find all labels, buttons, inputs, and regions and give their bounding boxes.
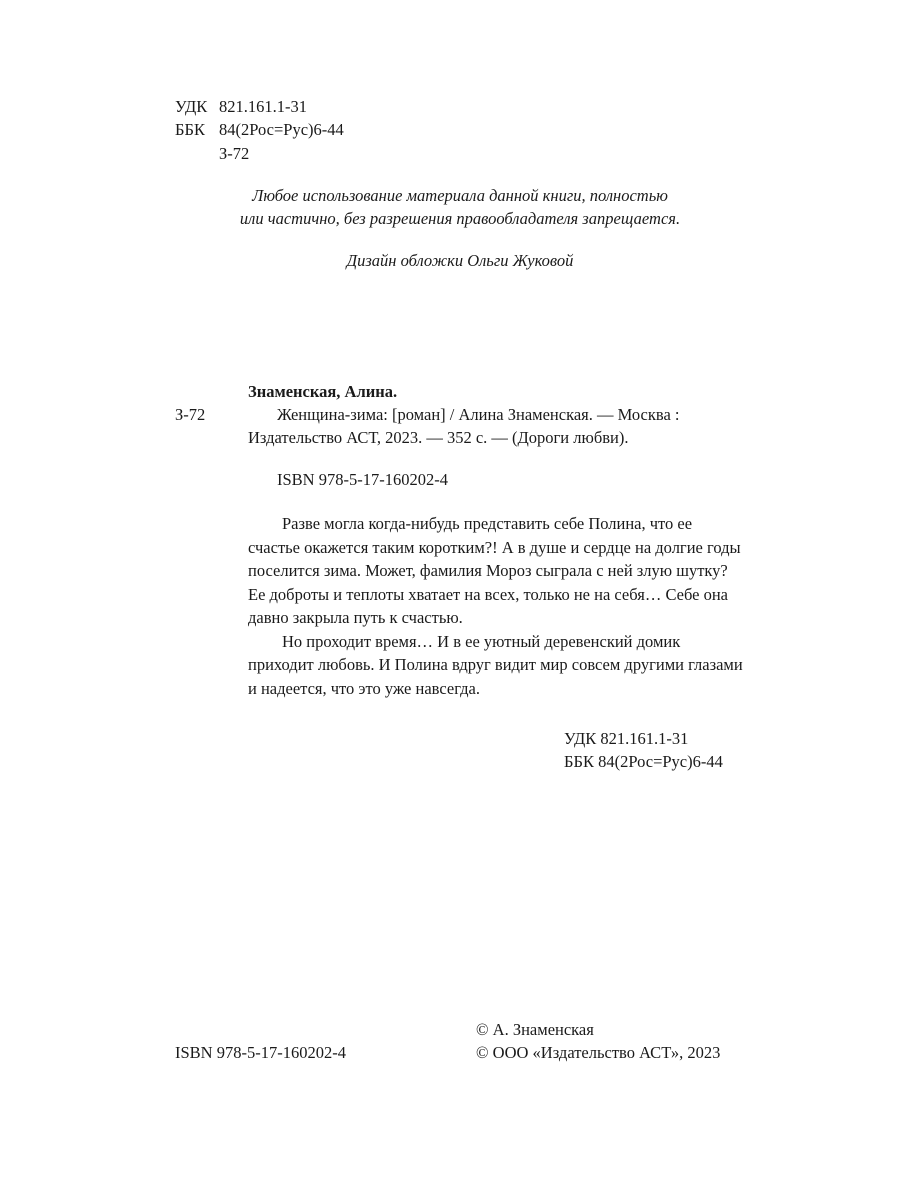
footer-isbn: ISBN 978-5-17-160202-4 xyxy=(175,1043,346,1062)
udk-label: УДК xyxy=(175,97,208,116)
catalog-author-heading: Знаменская, Алина. xyxy=(248,382,398,401)
annotation-paragraph-2: Но проходит время… И в ее уютный деревенский домик приходит любовь. И Полина вдруг видит мир совсем другими глазами и надеется, что это уже навсегда. xyxy=(248,631,743,698)
catalog-isbn: ISBN 978-5-17-160202-4 xyxy=(277,470,448,489)
bbk-line xyxy=(175,118,344,141)
copyright-publisher: © ООО «Издательство АСТ», 2023 xyxy=(476,1043,721,1062)
copyright-notice-line2: или частично, без разрешения правообладателя запрещается. xyxy=(239,209,681,228)
annotation xyxy=(248,512,748,700)
catalog-description-line2: Издательство АСТ, 2023. — 352 с. — (Дороги любви). xyxy=(248,428,629,447)
udk-value: 821.161.1-31 xyxy=(219,97,307,116)
author-mark-top: З-72 xyxy=(219,144,250,163)
catalog-author-mark: З-72 xyxy=(175,405,206,424)
udk-line xyxy=(175,95,307,118)
bbk-repeat: ББК 84(2Рос=Рус)6-44 xyxy=(564,752,723,771)
cover-design-credit: Дизайн обложки Ольги Жуковой xyxy=(346,251,574,270)
copyright-notice-line1: Любое использование материала данной книги, полностью xyxy=(252,186,668,205)
annotation-paragraph-1: Разве могла когда-нибудь представить себе Полина, что ее счастье окажется таким коротким?! А в душе и сердце на долгие годы поселится зима. Может, фамилия Мороз сыграла с ней злую шутку? Ее доброты и теплоты хватает на всех, только не на себя… Себе она давно закрыла путь к счастью. xyxy=(248,514,741,627)
bbk-value: 84(2Рос=Рус)6-44 xyxy=(219,120,344,139)
catalog-description-line1: Женщина-зима: [роман] / Алина Знаменская. — Москва : xyxy=(277,405,680,424)
udk-repeat: УДК 821.161.1-31 xyxy=(564,729,689,748)
bbk-label: ББК xyxy=(175,120,205,139)
copyright-author: © А. Знаменская xyxy=(476,1020,594,1039)
